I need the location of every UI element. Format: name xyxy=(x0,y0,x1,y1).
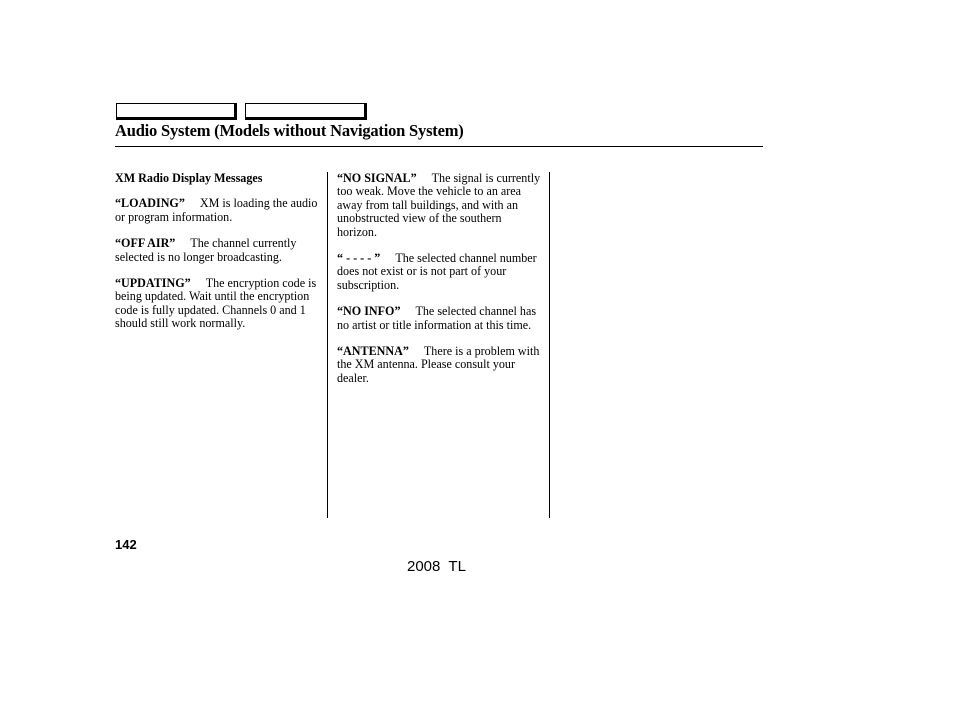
message-description: The selected channel has no artist or title information at this time. xyxy=(337,304,537,332)
message-description: The signal is currently too weak. Move the vehicle to an area away from tall buildings, and with an unobstructed view of the southern horizon. xyxy=(337,171,541,239)
page-title: Audio System (Models without Navigation System) xyxy=(115,121,464,140)
message-entry-dashes xyxy=(337,252,541,292)
footer-model-label: 2008 TL xyxy=(407,558,466,575)
page-number: 142 xyxy=(115,537,137,552)
message-term: “OFF AIR” xyxy=(115,236,176,251)
message-description: XM is loading the audio or program information. xyxy=(115,196,318,224)
message-term: “LOADING” xyxy=(115,196,185,211)
message-entry-loading xyxy=(115,197,319,224)
section-heading: XM Radio Display Messages xyxy=(115,171,263,185)
message-entry-antenna xyxy=(337,345,541,385)
nav-tab-2[interactable] xyxy=(245,103,367,120)
message-term: “ - - - - ” xyxy=(337,251,381,266)
text-column-2 xyxy=(337,172,541,398)
nav-tab-1[interactable] xyxy=(116,103,237,120)
message-entry-off-air xyxy=(115,237,319,264)
message-term: “UPDATING” xyxy=(115,276,191,291)
message-description: The encryption code is being updated. Wait until the encryption code is fully updated. Channels 0 and 1 should still work normally. xyxy=(115,276,317,331)
message-description: The selected channel number does not exist or is not part of your subscription. xyxy=(337,251,537,292)
text-column-1 xyxy=(115,172,319,344)
message-term: “ANTENNA” xyxy=(337,344,409,359)
message-entry-no-info xyxy=(337,305,541,332)
message-description: The channel currently selected is no longer broadcasting. xyxy=(115,236,297,264)
column-divider-2 xyxy=(549,172,550,518)
message-description: There is a problem with the XM antenna. Please consult your dealer. xyxy=(337,344,540,385)
message-entry-updating xyxy=(115,277,319,331)
column-divider-1 xyxy=(327,172,328,518)
title-divider xyxy=(115,146,763,147)
message-entry-no-signal xyxy=(337,172,541,239)
message-term: “NO INFO” xyxy=(337,304,401,319)
message-term: “NO SIGNAL” xyxy=(337,171,417,185)
